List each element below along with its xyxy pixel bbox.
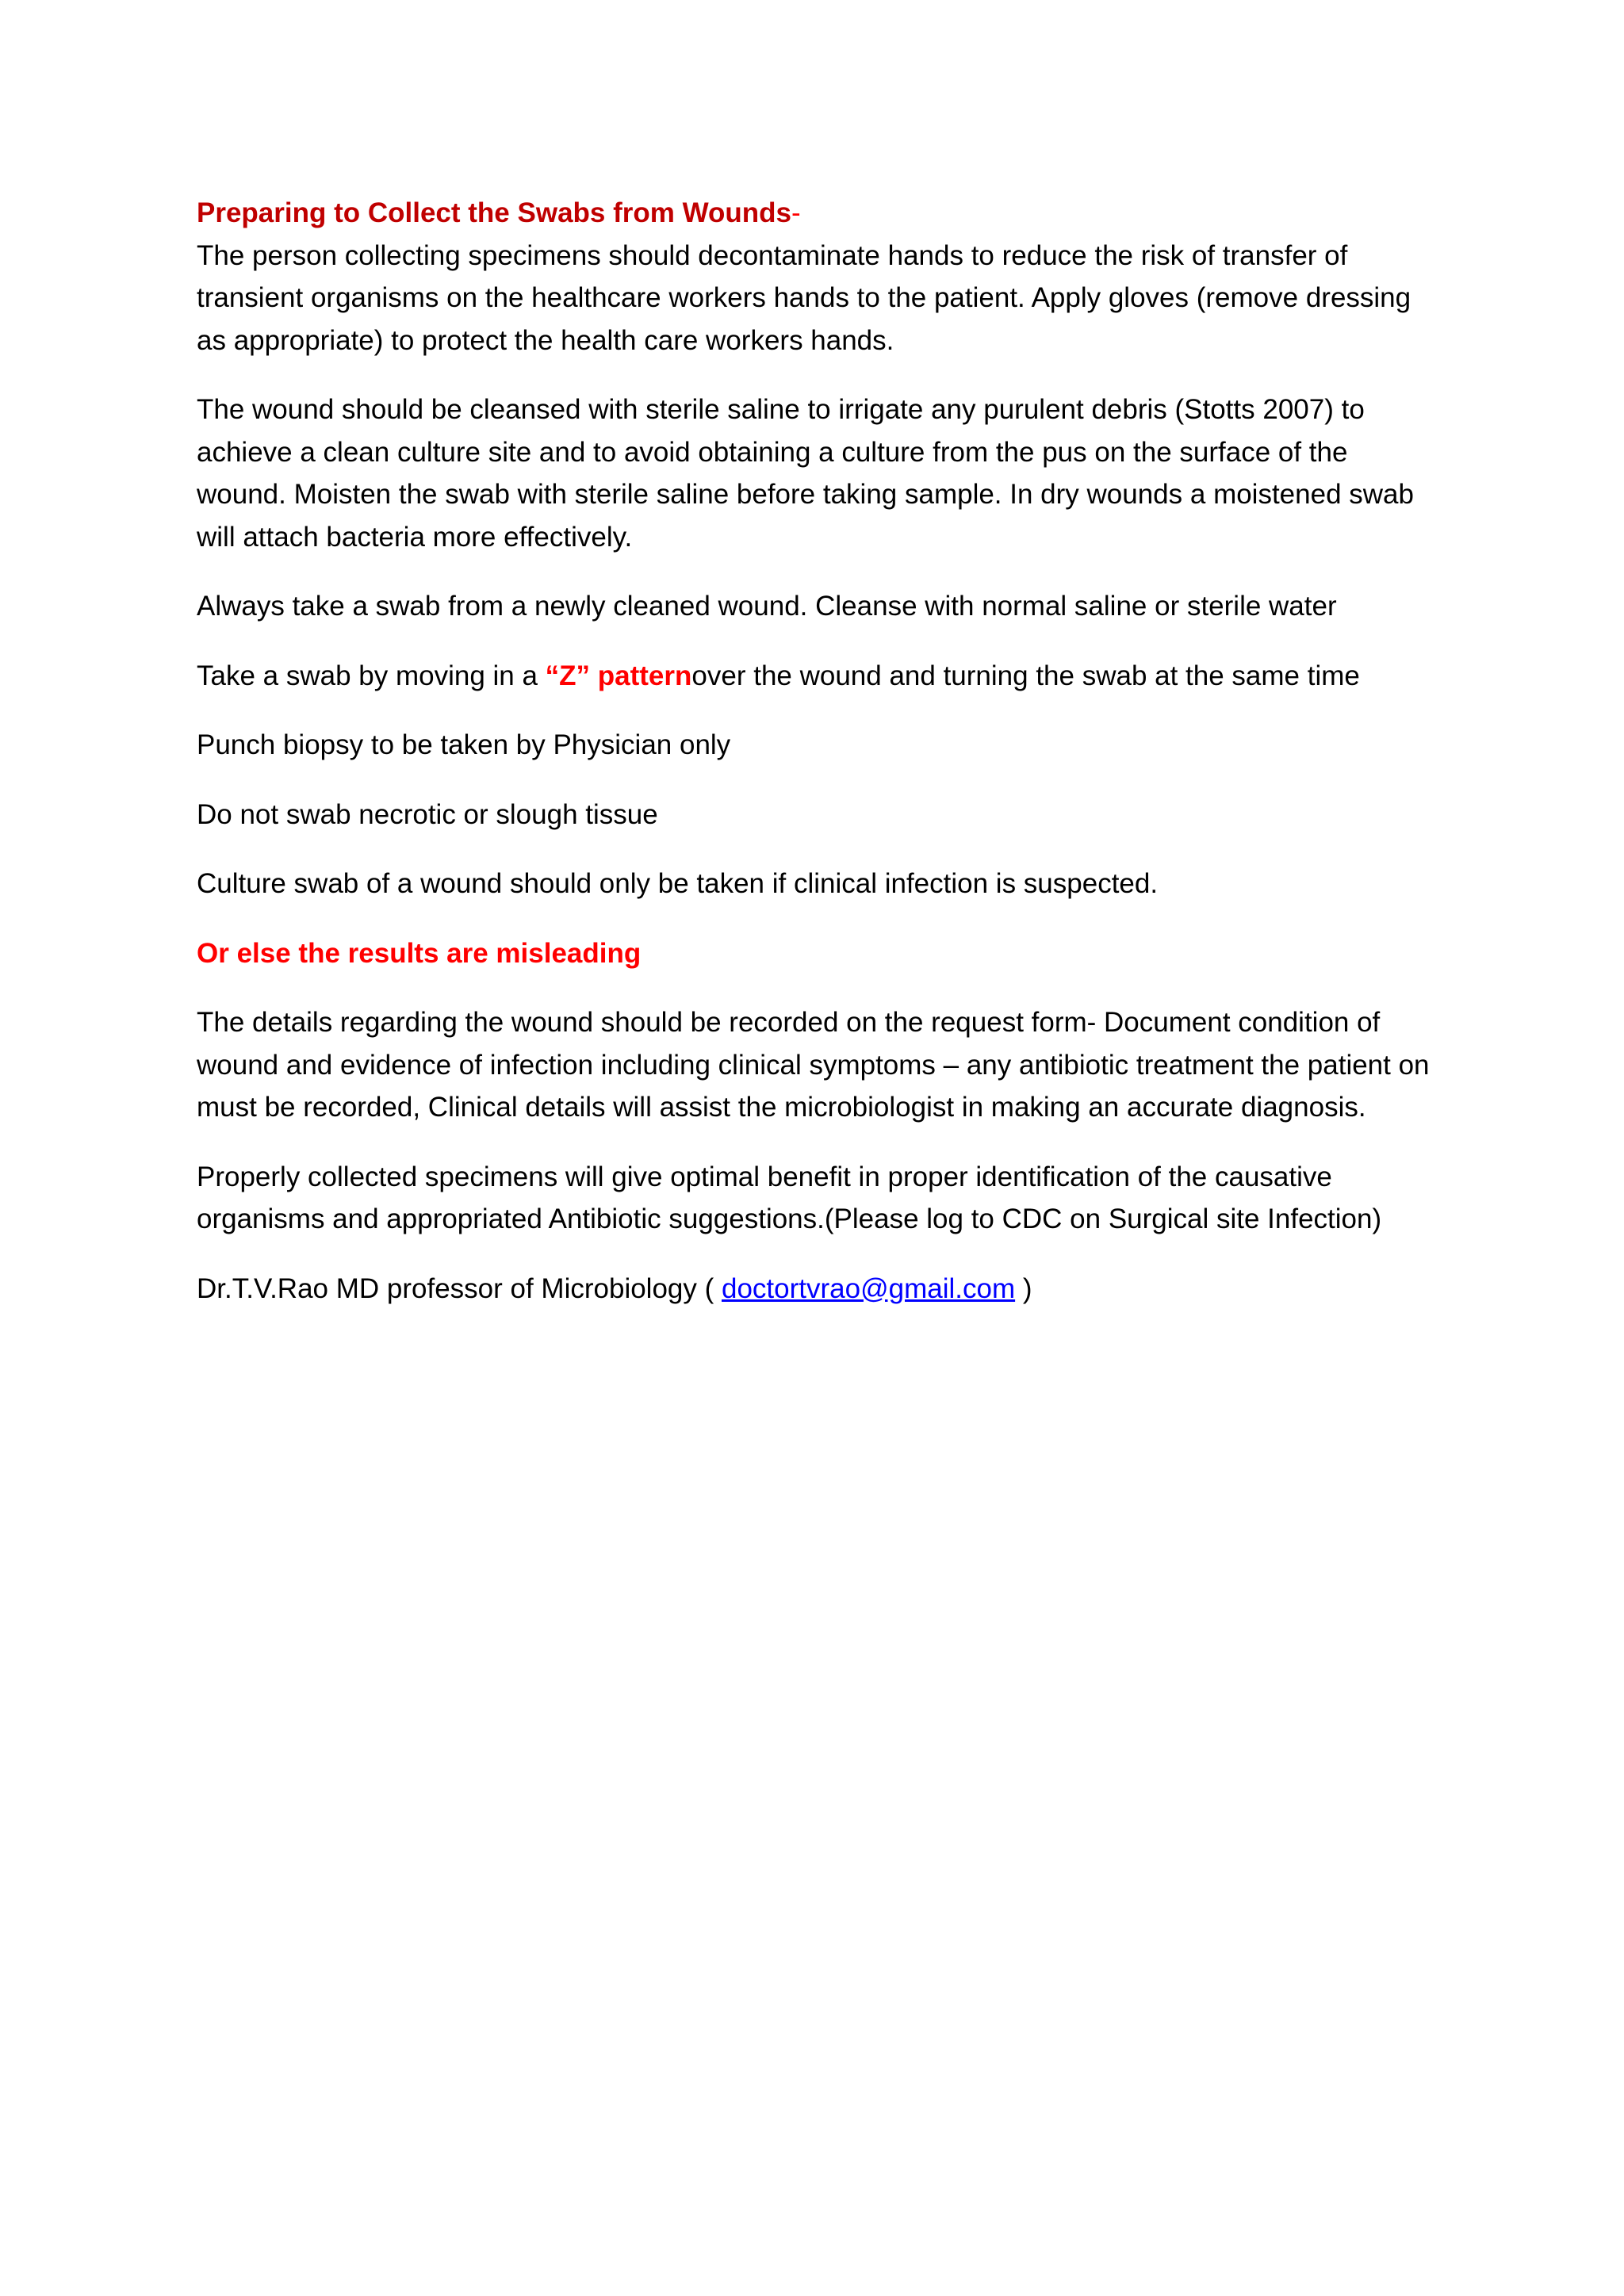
z-pattern-highlight: “Z” pattern bbox=[545, 660, 692, 691]
email-link[interactable]: doctortvrao@gmail.com bbox=[722, 1272, 1016, 1304]
signature-text: Dr.T.V.Rao MD professor of Microbiology ( bbox=[197, 1272, 722, 1304]
paragraph-punch-biopsy: Punch biopsy to be taken by Physician only bbox=[197, 729, 731, 760]
heading-dash: - bbox=[791, 197, 801, 228]
paragraph-necrotic-tissue: Do not swab necrotic or slough tissue bbox=[197, 798, 658, 830]
paragraph-wound-cleansing: The wound should be cleansed with sterile saline to irrigate any purulent debris (Stotts 2007) to achieve a clean culture site and to avoid obtaining a culture from the pus on the surface of the wound. Moisten the swab with sterile saline before taking sample. In dry wounds a moistened swab will attach bacteria more effectively. bbox=[197, 394, 1414, 553]
paragraph-hand-hygiene: The person collecting specimens should decontaminate hands to reduce the risk of transfer of transient organisms on the healthcare workers hands to the patient. Apply gloves (remove dressing as appropriate) to protect the health care workers hands. bbox=[197, 239, 1411, 356]
warning-text: Or else the results are misleading bbox=[197, 937, 642, 969]
paragraph-clinical-infection: Culture swab of a wound should only be taken if clinical infection is suspected. bbox=[197, 868, 1159, 899]
document-body bbox=[197, 192, 1434, 1337]
signature-close: ) bbox=[1015, 1272, 1032, 1304]
paragraph-request-form: The details regarding the wound should be recorded on the request form- Document condition of wound and evidence of infection including clinical symptoms – any antibiotic treatment the patient on must be recorded, Clinical details will assist the microbiologist in making an accurate diagnosis. bbox=[197, 1007, 1430, 1123]
heading-title: Preparing to Collect the Swabs from Wounds bbox=[197, 197, 791, 228]
z-pattern-text-after: over the wound and turning the swab at the same time bbox=[691, 660, 1360, 691]
paragraph-newly-cleaned: Always take a swab from a newly cleaned wound. Cleanse with normal saline or sterile water bbox=[197, 591, 1337, 622]
z-pattern-text-before: Take a swab by moving in a bbox=[197, 660, 546, 691]
author-signature bbox=[197, 1268, 1434, 1311]
paragraph-specimen-benefit: Properly collected specimens will give optimal benefit in proper identification of the causative organisms and appropriated Antibiotic suggestions.(Please log to CDC on Surgical site Infection) bbox=[197, 1161, 1382, 1234]
section-heading bbox=[197, 192, 1434, 235]
paragraph-z-pattern bbox=[197, 655, 1434, 698]
